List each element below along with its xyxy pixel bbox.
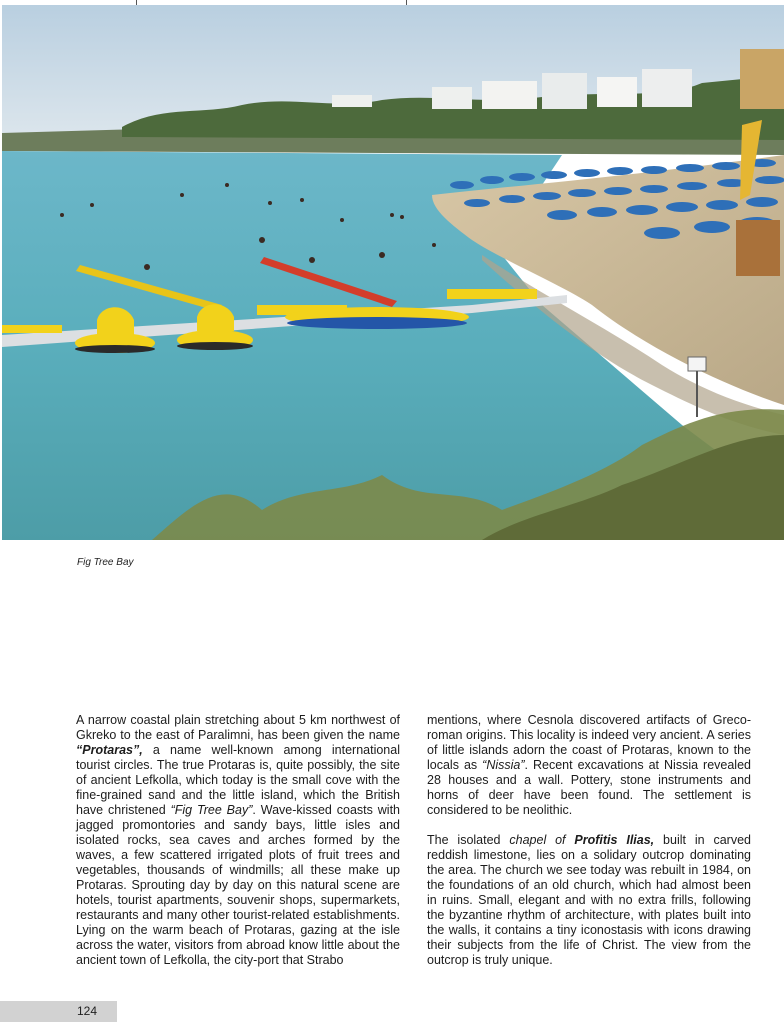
- text-run: . Wave-kissed coasts with jagged promontories and sandy bays, little isles and isolated rocks, sea caves and arches formed by the waves, a few scattered irrigated plots of fruit trees and vegetables, thousands of windmills; all these make up Protaras. Sprouting day by day on this natural scene are hotels, tourist apartments, souvenir shops, supermarkets, restaurants and many other tourist-related establishments. Lying on the warm beach of Protaras, gazing at the isle across the water, visitors from abroad know little about the ancient town of Lefkolla, the city-port that Strabo: [76, 803, 400, 967]
- photo-caption: Fig Tree Bay: [77, 557, 134, 568]
- page-number: 124: [77, 1004, 98, 1018]
- text-run: . Recent excavations at Nissia revealed 28 houses and a wall. Pottery, stone instruments and horns of deer have been found. The settlement is considered to be neolithic.: [427, 758, 751, 817]
- page-number-bar: [0, 1001, 117, 1022]
- emphasis-nissia: “Nissia”: [482, 758, 525, 772]
- emphasis-protaras: “Protaras”,: [76, 743, 143, 757]
- paragraph: [427, 833, 751, 968]
- text-column-left: [76, 713, 400, 968]
- text-run: The isolated: [427, 833, 510, 847]
- emphasis-fig-tree-bay: “Fig Tree Bay”: [170, 803, 253, 817]
- beach-photo: [2, 5, 784, 540]
- emphasis-profitis-ilias: Profitis Ilias,: [574, 833, 655, 847]
- text-column-right: [427, 713, 751, 968]
- text-run: mentions, where Cesnola discovered artifacts of Greco-roman origins. This locality is indeed very ancient. A series of little islands adorn the coast of Protaras, known to the locals as: [427, 713, 751, 772]
- text-run: a name well-known among international tourist circles. The true Protaras is, quite possibly, the site of ancient Lefkolla, which today is the small cove with the fine-grained sand and the little island, which the British have christened: [76, 743, 400, 817]
- emphasis-chapel: chapel of: [509, 833, 566, 847]
- text-run: built in carved reddish limestone, lies on a solidary outcrop dominating the area. The church we see today was rebuilt in 1984, on the foundations of an old church, which had almost been in ruins. Small, elegant and with no extra frills, following the byzantine rhythm of architecture, with plates built into the walls, it contains a tiny iconostasis with icons drawing their subjects from the life of Christ. The view from the outcrop is truly unique.: [427, 833, 751, 967]
- text-run: A narrow coastal plain stretching about 5 km northwest of Gkreko to the east of Paralimni, has been given the name: [76, 713, 400, 742]
- paragraph: [76, 713, 400, 968]
- paragraph: [427, 713, 751, 818]
